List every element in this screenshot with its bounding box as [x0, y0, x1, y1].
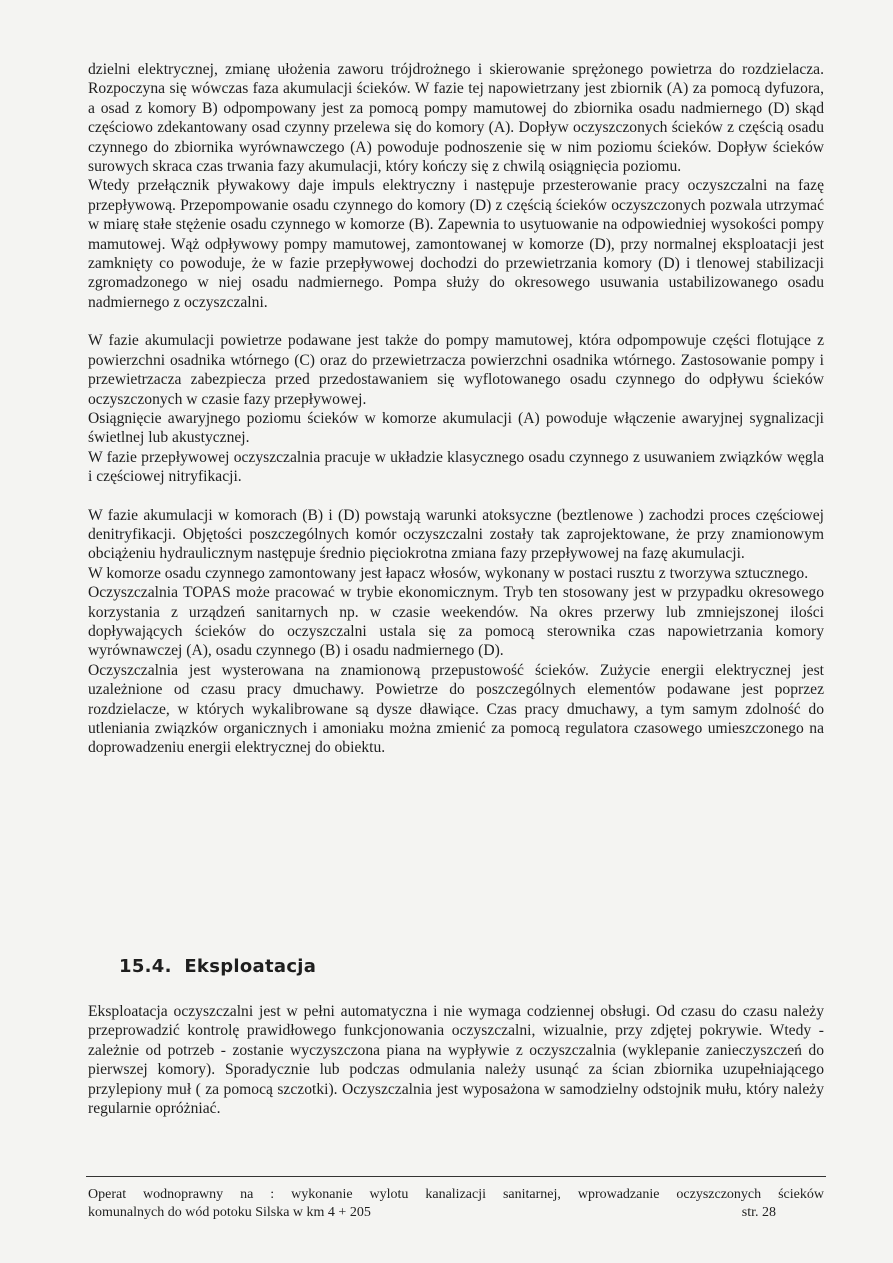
section-number: 15.4.: [119, 956, 172, 977]
section-body: [88, 1002, 824, 1118]
paragraph: W komorze osadu czynnego zamontowany jest łapacz włosów, wykonany w postaci rusztu z tworzywa sztucznego.: [88, 564, 809, 582]
footer-line-2-row: [88, 1204, 824, 1222]
section-title: Eksploatacja: [184, 956, 317, 977]
section-heading: [119, 956, 316, 977]
page-number: str. 28: [741, 1205, 776, 1220]
paragraph: Eksploatacja oczyszczalni jest w pełni automatyczna i nie wymaga codziennej obsługi. Od czasu do czasu należy przeprowadzić kontrolę prawidłowego funkcjonowania oczyszczalni, wizualnie, przy zdjętej pokrywie. Wtedy - zależnie od potrzeb - zostanie wyczyszczona piana na wypływie z oczyszczalnia (wyklepanie zanieczyszczeń do pierwszej komory). Sporadycznie lub podczas odmulania należy usunąć za ścian zbiornika uzupełniającego przylepiony muł ( za pomocą szczotki). Oczyszczalnia jest wyposażona w samodzielny odstojnik mułu, który należy regularnie opróżniać.: [88, 1003, 824, 1118]
footer-divider: [86, 1176, 826, 1177]
paragraph: W fazie akumulacji powietrze podawane jest także do pompy mamutowej, która odpompowuje części flotujące z powierzchni osadnika wtórnego (C) oraz do przewietrzacza powierzchni osadnika wtórnego. Zastosowanie pompy i przewietrzacza zabezpiecza przed przedostawaniem się wyflotowanego osadu czynnego do odpływu ścieków oczyszczonych w czasie fazy przepływowej.: [88, 332, 824, 408]
paragraph: W fazie akumulacji w komorach (B) i (D) powstają warunki atoksyczne (beztlenowe ) zachodzi proces częściowej denitryfikacji. Objętości poszczególnych komór oczyszczalni zostały tak zaprojektowane, że przy znamionowym obciążeniu hydraulicznym następuje średnio pięciokrotna zmiana fazy przepływowej na fazę akumulacji.: [88, 506, 824, 563]
paragraph: W fazie przepływowej oczyszczalnia pracuje w układzie klasycznego osadu czynnego z usuwaniem związków węgla i częściowej nitryfikacji.: [88, 448, 824, 486]
paragraph: dzielni elektrycznej, zmianę ułożenia zaworu trójdrożnego i skierowanie sprężonego powietrza do rozdzielacza. Rozpoczyna się wówczas faza akumulacji ścieków. W fazie tej napowietrzany jest zbiornik (A) za pomocą dyfuzora, a osad z komory B) odpompowany jest za pomocą pompy mamutowej do zbiornika osadu nadmiernego (D) skąd częściowo zdekantowany osad czynny przelewa się do komory (A). Dopływ oczyszczonych ścieków z częścią osadu czynnego do zbiornika wyrównawczego (A) powoduje podnoszenie się w nim poziomu ścieków. Dopływ ścieków surowych skraca czas trwania fazy akumulacji, który kończy się z chwilą osiągnięcia poziomu.: [88, 61, 824, 176]
body-text: [88, 60, 824, 758]
paragraph-gap: [88, 312, 824, 331]
paragraph: Oczyszczalnia TOPAS może pracować w trybie ekonomicznym. Tryb ten stosowany jest w przypadku okresowego korzystania z urządzeń sanitarnych np. w czasie weekendów. Na okres przerwy lub zmniejszonej ilości dopływających ścieków do oczyszczalni ustala się za pomocą sterownika czas napowietrzania komory wyrównawczej (A), osadu czynnego (B) i osadu nadmiernego (D).: [88, 584, 824, 660]
footer-line-1: Operat wodnoprawny na : wykonanie wylotu kanalizacji sanitarnej, wprowadzanie oczyszczonych ścieków: [88, 1187, 824, 1202]
page-footer: [88, 1186, 824, 1222]
paragraph: Wtedy przełącznik pływakowy daje impuls elektryczny i następuje przesterowanie pracy oczyszczalni na fazę przepływową. Przepompowanie osadu czynnego do komory (D) z częścią ścieków oczyszczonych pozwala utrzymać w miarę stałe stężenie osadu czynnego w komorze (B). Zapewnia to usytuowanie na odpowiedniej wysokości pompy mamutowej. Wąż odpływowy pompy mamutowej, zamontowanej w komorze (D), przy normalnej eksploatacji jest zamknięty co powoduje, że w fazie przepływowej dochodzi do przewietrzania komory (D) i tlenowej stabilizacji zgromadzonego w niej osadu nadmiernego. Pompa służy do okresowego usuwania ustabilizowanego osadu nadmiernego z oczyszczalni.: [88, 177, 824, 311]
paragraph-gap: [88, 487, 824, 506]
footer-line-2: komunalnych do wód potoku Silska w km 4 + 205: [88, 1205, 371, 1220]
paragraph: Osiągnięcie awaryjnego poziomu ścieków w komorze akumulacji (A) powoduje włączenie awaryjnej sygnalizacji świetlnej lub akustycznej.: [88, 409, 824, 447]
paragraph: Oczyszczalnia jest wysterowana na znamionową przepustowość ścieków. Zużycie energii elektrycznej jest uzależnione od czasu pracy dmuchawy. Powietrze do poszczególnych elementów podawane jest poprzez rozdzielacze, w których wykalibrowane są dysze dławiące. Czas pracy dmuchawy, a tym samym zdolność do utleniania związków organicznych i amoniaku można zmienić za pomocą regulatora czasowego umieszczonego na doprowadzeniu energii elektrycznej do obiektu.: [88, 661, 824, 757]
